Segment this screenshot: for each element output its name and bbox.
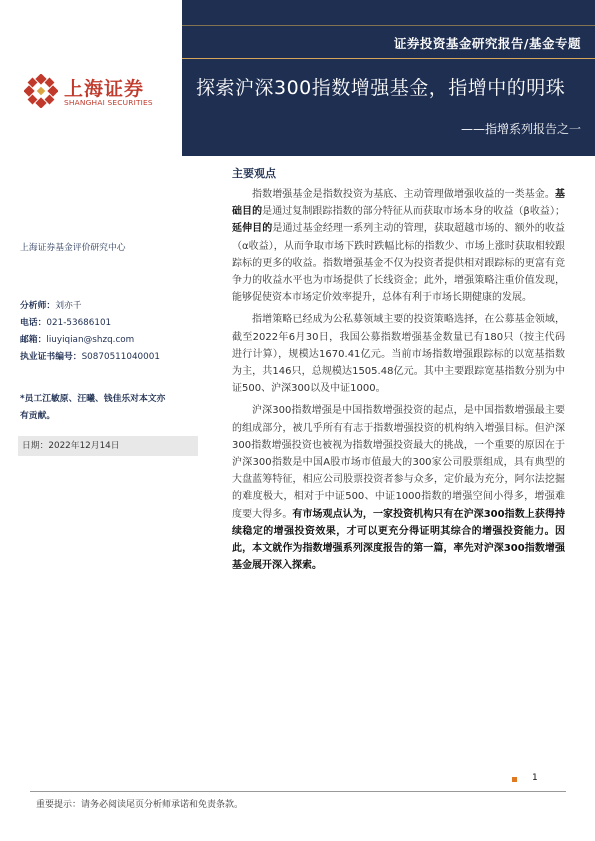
paragraph-2: 指增策略已经成为公私募领域主要的投资策略选择，在公募基金领域，截至2022年6月30日，我国公募指数增强基金数量已有180只（按主代码进行计算），规模达1670.41亿元。当前市场指数增强跟踪标的以宽基指数为主，共146只，总规模达1505.48亿元。其中主要跟踪宽基指数分别为中证500、沪深300以及中证1000。 [232,314,565,395]
logo-name-cn: 上海证券 [64,78,145,100]
contributors-note: *员工江敏原、汪曦、钱佳乐对本文亦有贡献。 [20,394,166,421]
analyst-phone: 021-53686101 [46,318,112,328]
report-title: 探索沪深300指数增强基金，指增中的明珠 [196,77,566,99]
section-title: 主要观点 [232,167,276,180]
paragraph-3: 沪深300指数增强是中国指数增强投资的起点，是中国指数增强最主要的组成部分，被几乎所有有志于指数增强投资的机构纳入增强目标。但沪深300指数增强投资也被视为指数增强投资最大的挑战，一个重要的原因在于沪深300指数是中国A股市场市值最大的300家公司股票组成，具有典型的大盘蓝筹特征，相应公司股票投资者参与众多，定价最为充分，阿尔法挖掘的难度极大，相对于中证500、中证1000指数的增强空间小得多，增强难度要大得多。有市场观点认为，一家投资机构只有在沪深300指数上获得持续稳定的增强投资效果，才可以更充分得证明其综合的增强投资能力。因此，本文就作为指数增强系列深度报告的第一篇，率先对沪深300指数增强基金展开深入探索。 [232,405,566,572]
footer-divider [30,791,566,792]
logo-mark-icon [24,74,58,108]
disclaimer-notice: 重要提示：请务必阅读尾页分析师承诺和免责条款。 [36,800,244,810]
header-banner [182,0,595,156]
analyst-name: 刘亦千 [55,301,82,311]
logo-name-en: SHANGHAI SECURITIES [64,98,153,107]
page-number: 1 [532,773,538,783]
report-subtitle: ——指增系列报告之一 [460,122,581,136]
main-content [232,186,565,579]
banner-rule-top [182,25,595,26]
license-number: S0870511040001 [81,352,160,362]
banner-rule [182,58,595,59]
key-conclusion: 有市场观点认为，一家投资机构只有在沪深300指数上获得持续稳定的增强投资效果，才可以更充分得证明其综合的增强投资能力。因此，本文就作为指数增强系列深度报告的第一篇，率先对沪深300指数增强基金展开深入探索。 [232,508,566,572]
analyst-email[interactable]: liuyiqian@shzq.com [46,335,135,345]
bold-term: 延伸目的 [232,223,273,235]
company-logo [24,72,174,112]
page-marker-icon [512,777,517,782]
paragraph-1: 指数增强基金是指数投资为基底、主动管理做增强收益的一类基金。基础目的是通过复制跟踪指数的部分特征从而获取市场本身的收益（β收益）；延伸目的是通过基金经理一系列主动的管理，获取超越市场的、额外的收益（α收益），从而争取市场下跌时跌幅比标的指数少、市场上涨时获取相较跟踪标的更多的收益。指数增强基金不仅为投资者提供相对跟踪标的更富有竞争力的收益水平也为市场提供了长线资金；此外，增强策略注重价值发现，能够促使资本市场定价效率提升，总体有利于市场长期健康的发展。 [232,189,566,304]
analyst-info: 分析师：刘亦千 电话：021-53686101 邮箱：liuyiqian@shzq.com 执业证书编号：S0870511040001 [20,301,160,362]
bold-term: 基础目的 [232,189,565,218]
report-date: 日期：2022年12月14日 [18,436,198,456]
research-center: 上海证券基金评价研究中心 [20,243,126,253]
series-label: 证券投资基金研究报告/基金专题 [393,36,581,51]
